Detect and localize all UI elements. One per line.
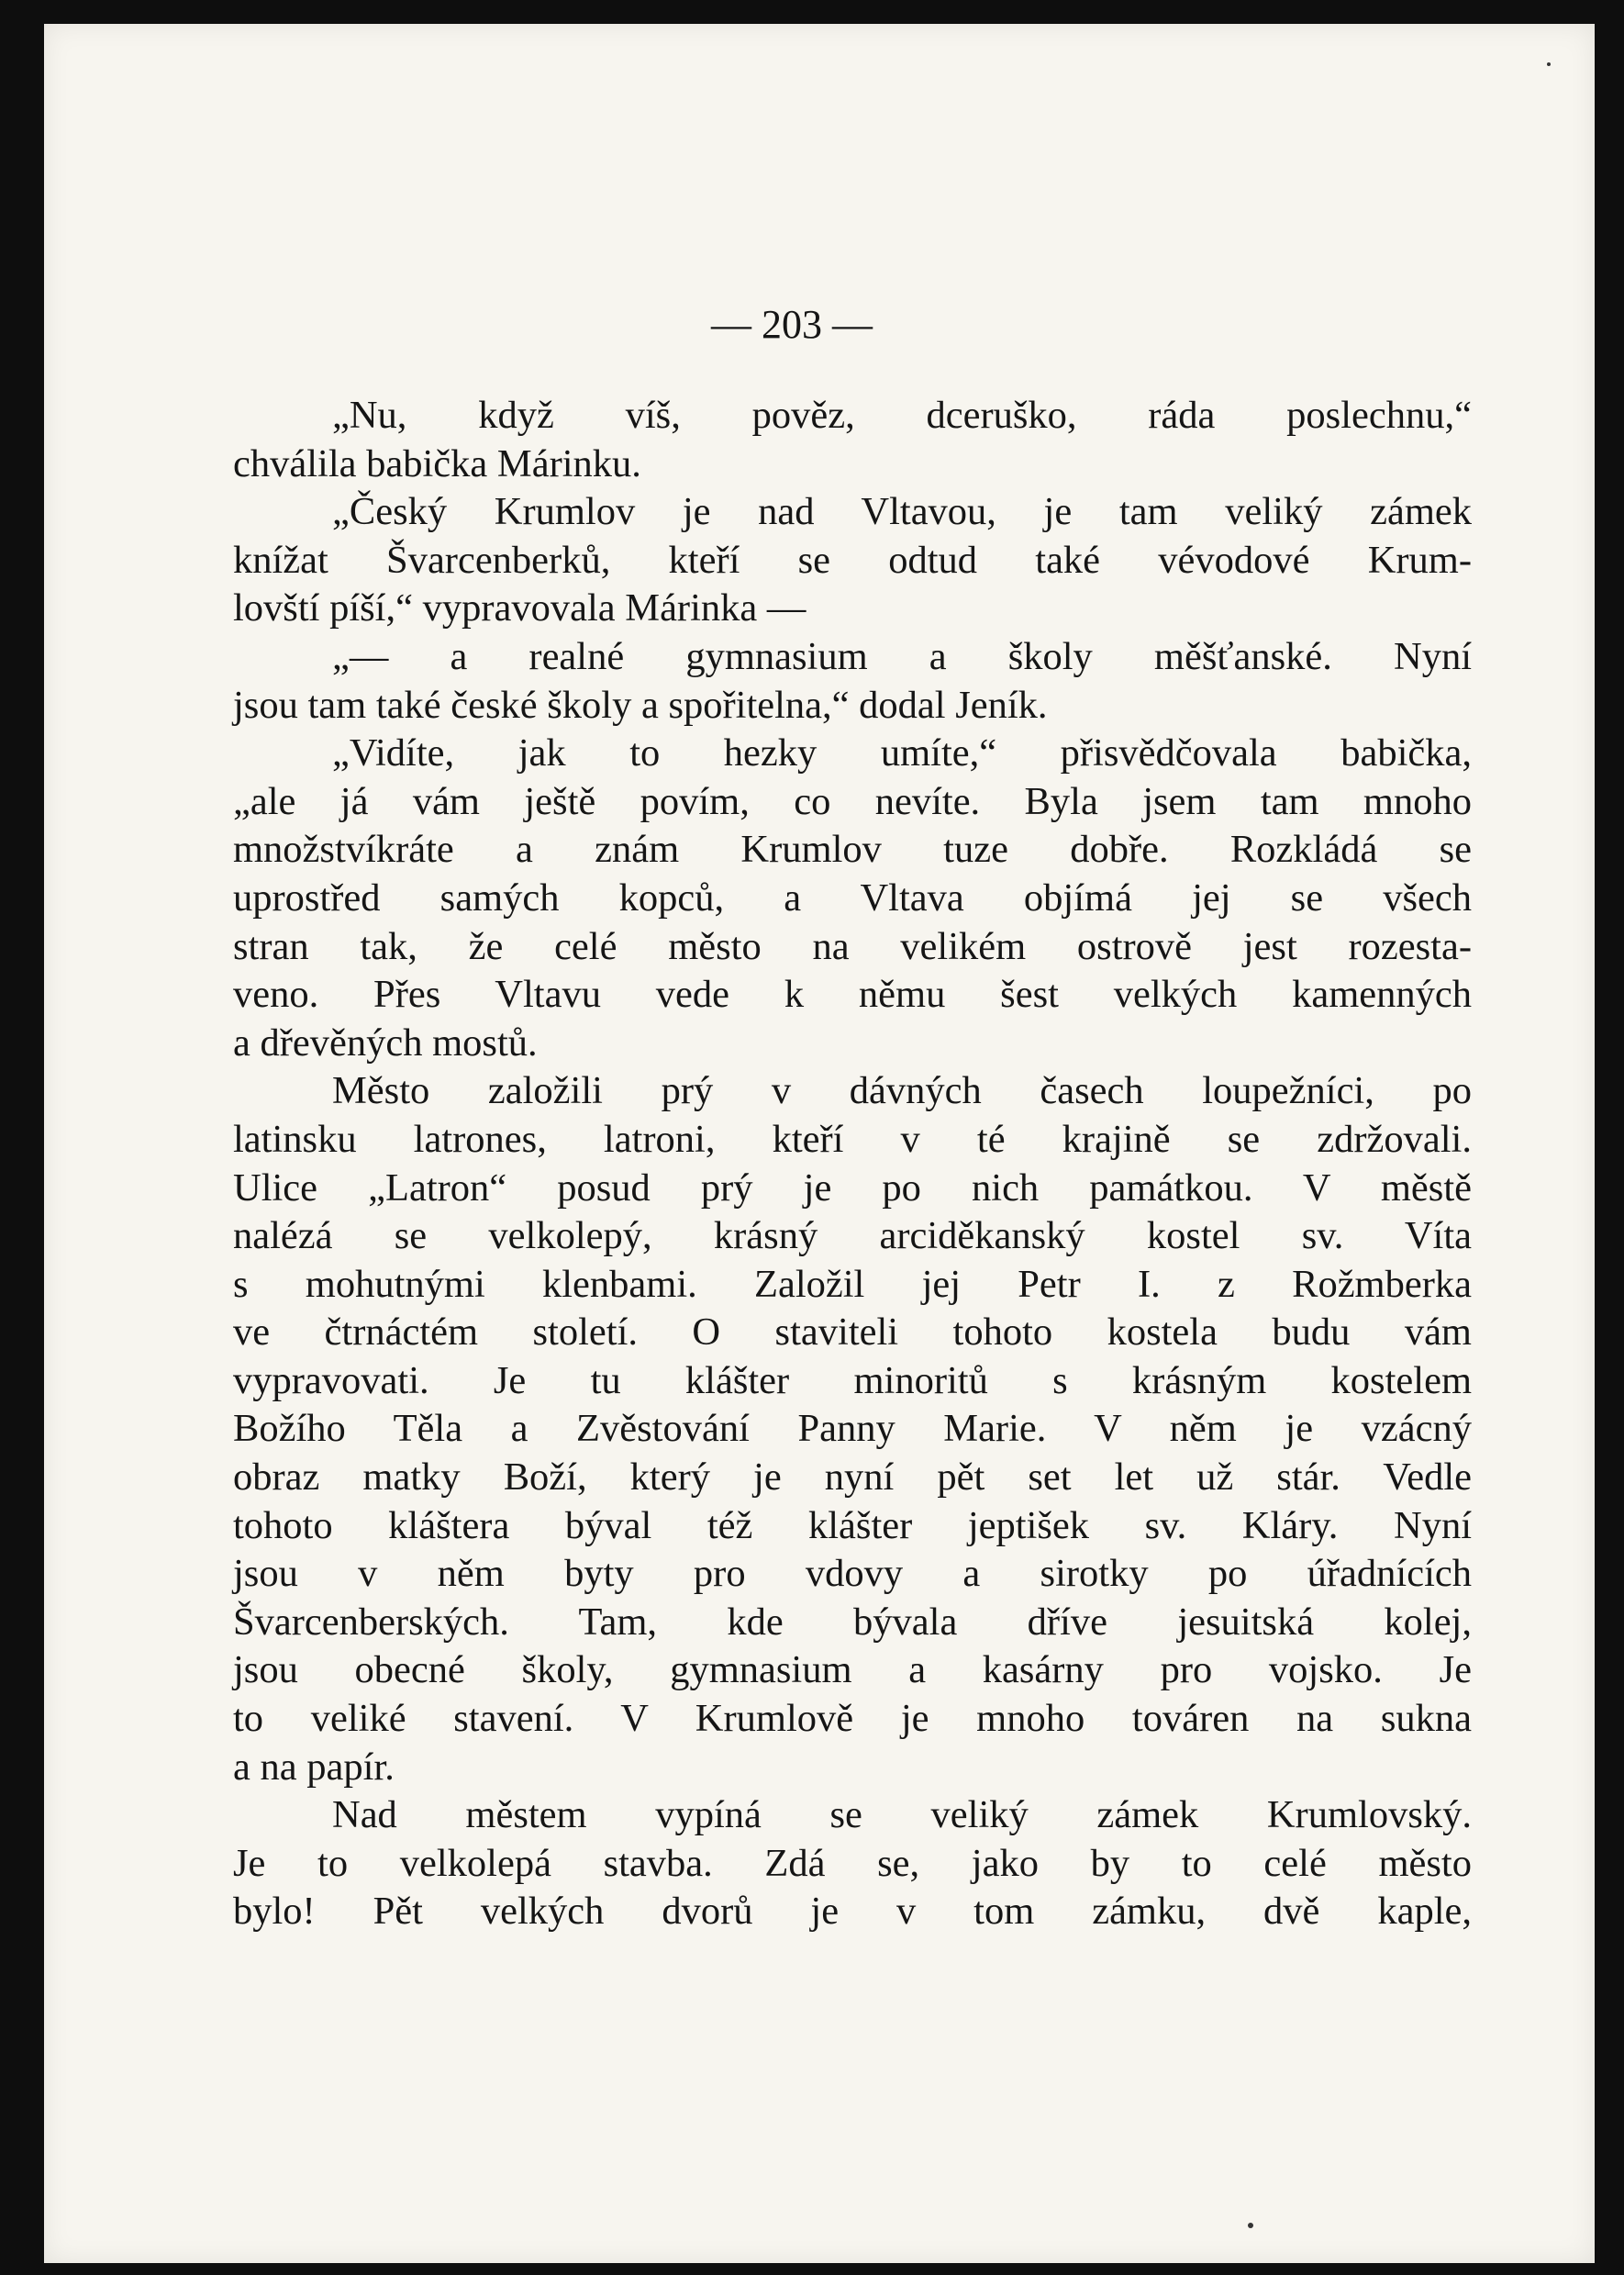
text-line: „Český Krumlov je nad Vltavou, je tam veliký zámek [332, 490, 1472, 534]
text-line: Je to velkolepá stavba. Zdá se, jako by to celé město [233, 1841, 1472, 1885]
text-line: množstvíkráte a znám Krumlov tuze dobře. Rozkládá se [233, 828, 1472, 872]
text-line: tohoto kláštera býval též klášter jeptišek sv. Kláry. Nyní [233, 1503, 1472, 1547]
page-number: — 203 — [711, 302, 873, 347]
text-line: veno. Přes Vltavu vede k němu šest velkých kamenných [233, 973, 1472, 1017]
text-line: s mohutnými klenbami. Založil jej Petr I. z Rožmberka [233, 1262, 1472, 1306]
ink-speck [1547, 62, 1551, 66]
text-line: a dřevěných mostů. [233, 1020, 538, 1065]
text-line: Švarcenberských. Tam, kde bývala dříve jesuitská kolej, [233, 1600, 1472, 1644]
text-line: Ulice „Latron“ posud prý je po nich památkou. V městě [233, 1165, 1472, 1210]
text-line: Božího Těla a Zvěstování Panny Marie. V něm je vzácný [233, 1407, 1472, 1451]
text-line: lovští píší,“ vypravovala Márinka — [233, 586, 806, 630]
text-line: obraz matky Boží, který je nyní pět set let už stár. Vedle [233, 1455, 1472, 1500]
text-line: bylo! Pět velkých dvorů je v tom zámku, dvě kaple, [233, 1890, 1472, 1934]
text-line: latinsku latrones, latroni, kteří v té krajině se zdržovali. [233, 1117, 1472, 1161]
text-line: „ale já vám ještě povím, co nevíte. Byla jsem tam mnoho [233, 779, 1472, 823]
text-line: ve čtrnáctém století. O staviteli tohoto kostela budu vám [233, 1310, 1472, 1355]
body-text [233, 392, 1472, 1936]
text-line: knížat Švarcenberků, kteří se odtud také vévodové Krum- [233, 538, 1472, 582]
ink-speck [1248, 2223, 1253, 2228]
text-line: „Nu, když víš, pověz, dceruško, ráda poslechnu,“ [332, 394, 1472, 437]
text-line: „Vidíte, jak to hezky umíte,“ přisvědčovala babička, [332, 731, 1472, 775]
text-line: „— a realné gymnasium a školy měšťanské. Nyní [332, 634, 1472, 678]
text-line: stran tak, že celé město na velikém ostrově jest rozesta- [233, 924, 1472, 968]
text-line: jsou tam také české školy a spořitelna,“ dodal Jeník. [233, 683, 1048, 727]
text-line: vypravovati. Je tu klášter minoritů s krásným kostelem [233, 1358, 1472, 1402]
text-line: jsou v něm byty pro vdovy a sirotky po úřadnících [233, 1552, 1472, 1596]
text-line: uprostřed samých kopců, a Vltava objímá jej se všech [233, 875, 1472, 920]
text-line: Nad městem vypíná se veliký zámek Krumlovský. [332, 1793, 1472, 1837]
text-line: chválila babička Márinku. [233, 441, 641, 485]
text-line: a na papír. [233, 1745, 395, 1789]
text-line: Město založili prý v dávných časech loupežníci, po [332, 1069, 1472, 1113]
text-line: to veliké stavení. V Krumlově je mnoho továren na sukna [233, 1697, 1472, 1741]
book-page [44, 24, 1595, 2263]
text-line: jsou obecné školy, gymnasium a kasárny pro vojsko. Je [233, 1648, 1472, 1692]
text-line: nalézá se velkolepý, krásný arciděkanský kostel sv. Víta [233, 1214, 1472, 1258]
